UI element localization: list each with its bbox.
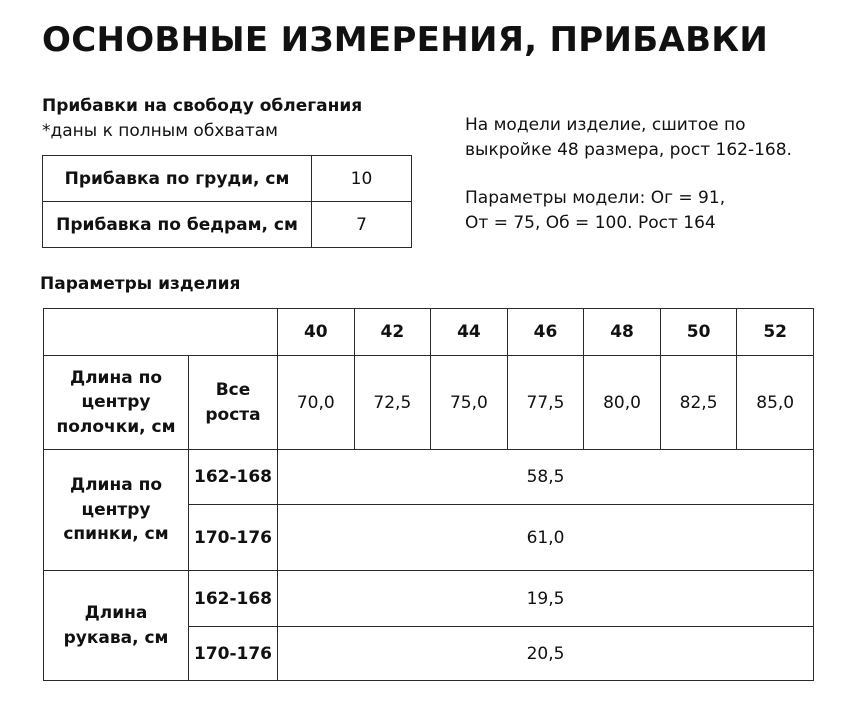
model-info-line: Параметры модели: Ог = 91, <box>465 188 726 208</box>
back-length-value: 61,0 <box>278 505 814 571</box>
model-info <box>465 113 792 235</box>
front-length-value: 77,5 <box>507 356 584 450</box>
back-length-value: 58,5 <box>278 450 814 505</box>
sleeve-length-label <box>44 571 189 681</box>
product-params-heading: Параметры изделия <box>40 274 241 294</box>
front-length-value: 70,0 <box>278 356 355 450</box>
model-info-line: От = 75, Об = 100. Рост 164 <box>465 212 716 233</box>
height-range: 170-176 <box>189 505 278 571</box>
height-label-all <box>189 356 278 450</box>
allowances-note: *даны к полным обхватам <box>42 121 278 141</box>
front-length-row <box>44 356 814 450</box>
page-title: ОСНОВНЫЕ ИЗМЕРЕНИЯ, ПРИБАВКИ <box>42 20 769 60</box>
label-line: Длина по <box>69 475 163 496</box>
label-line: Все <box>215 380 251 400</box>
height-range: 170-176 <box>189 627 278 681</box>
label-line: полочки, см <box>56 416 176 437</box>
back-length-row <box>44 450 814 505</box>
allowance-chest-label: Прибавка по груди, см <box>43 156 312 202</box>
model-info-line: выкройке 48 размера, рост 162-168. <box>465 139 792 160</box>
front-length-value: 80,0 <box>584 356 661 450</box>
size-header: 52 <box>737 309 814 356</box>
allowances-table <box>42 155 412 248</box>
label-line: спинки, см <box>63 524 169 545</box>
front-length-value: 82,5 <box>660 356 737 450</box>
height-range: 162-168 <box>189 450 278 505</box>
product-params-table <box>43 308 814 681</box>
table-row <box>43 202 412 248</box>
front-length-value: 85,0 <box>737 356 814 450</box>
sleeve-length-row <box>44 571 814 627</box>
front-length-label <box>44 356 189 450</box>
allowances-heading: Прибавки на свободу облегания <box>42 96 363 116</box>
size-header: 46 <box>507 309 584 356</box>
label-line: Длина по <box>69 367 163 388</box>
size-header: 44 <box>431 309 508 356</box>
label-line: центру <box>81 499 151 520</box>
label-line: центру <box>81 392 151 413</box>
sleeve-length-value: 19,5 <box>278 571 814 627</box>
spacer <box>465 162 792 186</box>
size-header-row <box>44 309 814 356</box>
corner-cell <box>44 309 278 356</box>
size-header: 48 <box>584 309 661 356</box>
front-length-value: 72,5 <box>354 356 431 450</box>
height-range: 162-168 <box>189 571 278 627</box>
label-line: роста <box>205 404 261 425</box>
label-line: рукава, см <box>63 627 169 648</box>
model-info-line: На модели изделие, сшитое по <box>465 115 746 135</box>
allowance-hips-value: 7 <box>312 202 412 248</box>
table-row <box>43 156 412 202</box>
back-length-label <box>44 450 189 571</box>
label-line: Длина <box>84 603 148 623</box>
allowance-chest-value: 10 <box>312 156 412 202</box>
size-header: 40 <box>278 309 355 356</box>
front-length-value: 75,0 <box>431 356 508 450</box>
size-header: 42 <box>354 309 431 356</box>
allowance-hips-label: Прибавка по бедрам, см <box>43 202 312 248</box>
size-header: 50 <box>660 309 737 356</box>
sleeve-length-value: 20,5 <box>278 627 814 681</box>
